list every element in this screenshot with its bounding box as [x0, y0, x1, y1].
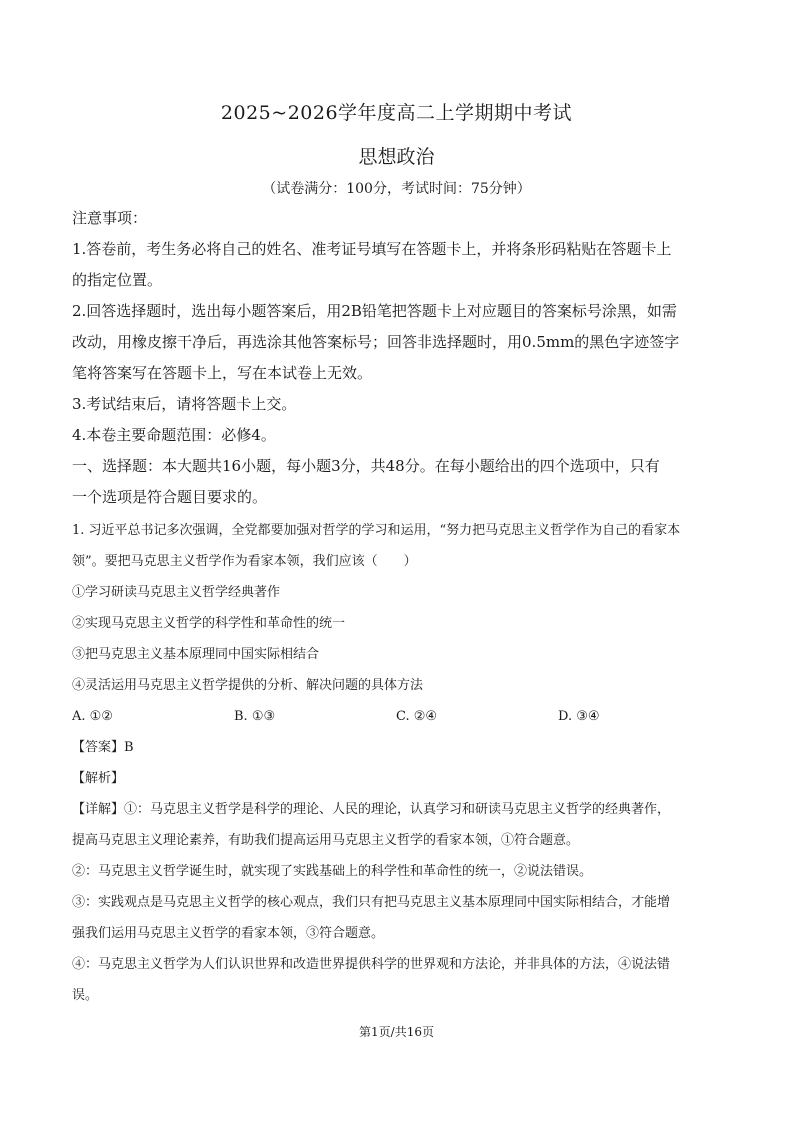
- exam-info: （试卷满分：100分，考试时间：75分钟）: [262, 181, 531, 197]
- analysis-line: 误。: [72, 988, 99, 1003]
- question-statement: ①学习研读马克思主义哲学经典著作: [72, 585, 281, 600]
- section-heading: 一、选择题：本大题共16小题，每小题3分，共48分。在每小题给出的四个选项中，只有: [72, 457, 660, 475]
- option-a: A. ①②: [72, 709, 113, 724]
- exam-title: 2025~2026学年度高二上学期期中考试: [220, 102, 573, 124]
- notes-line: 改动，用橡皮擦干净后，再选涂其他答案标号；回答非选择题时，用0.5mm的黑色字迹签字: [72, 333, 680, 351]
- notes-line: 1.答卷前，考生务必将自己的姓名、准考证号填写在答题卡上，并将条形码粘贴在答题卡上: [72, 240, 672, 258]
- exam-subject: 思想政治: [358, 146, 435, 168]
- question-stem: 领”。要把马克思主义哲学作为看家本领，我们应该（ ）: [72, 554, 417, 569]
- answer-options: [72, 701, 722, 732]
- analysis-line: 【详解】①：马克思主义哲学是科学的理论、人民的理论，认真学习和研读马克思主义哲学的经典著作，: [72, 802, 671, 817]
- analysis-line: ③：实践观点是马克思主义哲学的核心观点，我们只有把马克思主义基本原理同中国实际相结合，才能增: [72, 895, 671, 910]
- notes-line: 的指定位置。: [72, 271, 163, 289]
- page-number: 第1页/共16页: [359, 1025, 434, 1039]
- option-b: B. ①③: [234, 709, 276, 724]
- question-statement: ②实现马克思主义哲学的科学性和革命性的统一: [72, 616, 346, 631]
- analysis-line: 强我们运用马克思主义哲学的看家本领，③符合题意。: [72, 926, 385, 941]
- answer-label: 【答案】B: [72, 740, 134, 755]
- notes-line: 4.本卷主要命题范围：必修4。: [72, 426, 276, 444]
- question-statement: ④灵活运用马克思主义哲学提供的分析、解决问题的具体方法: [72, 678, 424, 693]
- analysis-label: 【解析】: [72, 771, 125, 786]
- question-stem: 1. 习近平总书记多次强调，全党都要加强对哲学的学习和运用，“努力把马克思主义哲学作为自己的看家本: [72, 523, 681, 538]
- question-1: [72, 515, 722, 1011]
- notes-line: 笔将答案写在答题卡上，写在本试卷上无效。: [72, 364, 373, 382]
- analysis-line: ②：马克思主义哲学诞生时，就实现了实践基础上的科学性和革命性的统一，②说法错误。: [72, 864, 593, 879]
- section-heading: 一个选项是符合题目要求的。: [72, 488, 268, 506]
- notes-section: [72, 203, 722, 513]
- option-c: C. ②④: [396, 709, 438, 724]
- notes-line: 3.考试结束后，请将答题卡上交。: [72, 395, 297, 413]
- option-d: D. ③④: [558, 709, 600, 724]
- analysis-line: ④：马克思主义哲学为人们认识世界和改造世界提供科学的世界观和方法论，并非具体的方法，④说法错: [72, 957, 671, 972]
- analysis-line: 提高马克思主义理论素养，有助我们提高运用马克思主义哲学的看家本领，①符合题意。: [72, 833, 580, 848]
- question-statement: ③把马克思主义基本原理同中国实际相结合: [72, 647, 320, 662]
- notes-heading: 注意事项：: [72, 209, 148, 227]
- notes-line: 2.回答选择题时，选出每小题答案后，用2B铅笔把答题卡上对应题目的答案标号涂黑，如需: [72, 302, 677, 320]
